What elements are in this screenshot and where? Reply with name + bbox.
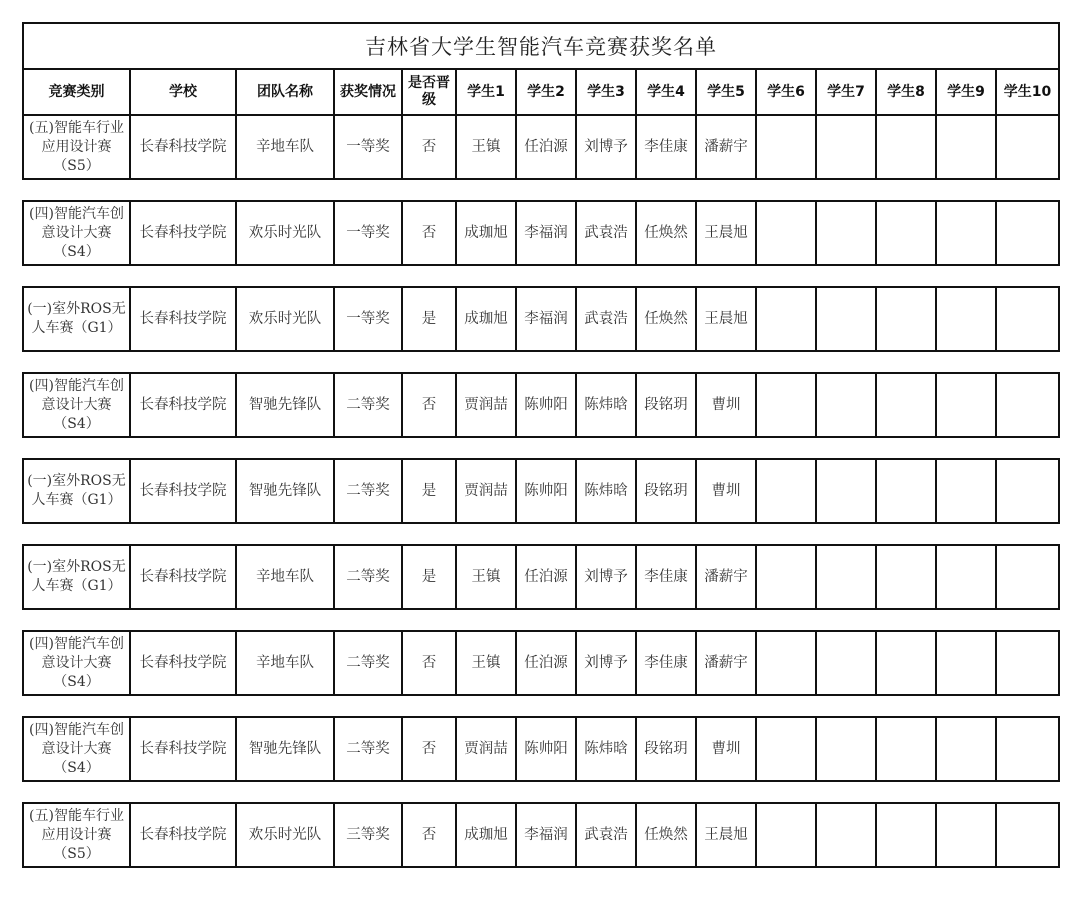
student-cell: 王晨旭 (696, 201, 756, 265)
table-row (23, 201, 1059, 265)
student-cell (756, 803, 816, 867)
student-cell: 王晨旭 (696, 287, 756, 351)
award-list-sheet (22, 22, 1058, 868)
team-cell: 欢乐时光队 (236, 803, 334, 867)
table-row (23, 115, 1059, 179)
student-cell: 刘博予 (576, 545, 636, 609)
student-cell: 李佳康 (636, 631, 696, 695)
student-cell: 段铭玥 (636, 717, 696, 781)
student-cell (816, 287, 876, 351)
student-cell (996, 287, 1059, 351)
row-spacer (23, 523, 1059, 545)
category-cell: (一)室外ROS无人车赛（G1） (23, 287, 130, 351)
student-cell: 潘薪宇 (696, 545, 756, 609)
student-cell: 陈炜晗 (576, 373, 636, 437)
student-cell (996, 373, 1059, 437)
header-student-4: 学生4 (636, 69, 696, 115)
award-cell: 二等奖 (334, 459, 402, 523)
row-spacer (23, 609, 1059, 631)
header-promoted: 是否晋级 (402, 69, 456, 115)
header-category: 竞赛类别 (23, 69, 130, 115)
header-row (23, 69, 1059, 115)
header-student-10: 学生10 (996, 69, 1059, 115)
header-team: 团队名称 (236, 69, 334, 115)
student-cell: 任焕然 (636, 287, 696, 351)
student-cell (936, 373, 996, 437)
spacer-cell (23, 179, 1059, 201)
student-cell: 段铭玥 (636, 373, 696, 437)
student-cell: 潘薪宇 (696, 115, 756, 179)
student-cell: 李佳康 (636, 545, 696, 609)
student-cell (756, 201, 816, 265)
student-cell: 曹圳 (696, 373, 756, 437)
student-cell: 王镇 (456, 545, 516, 609)
header-student-6: 学生6 (756, 69, 816, 115)
student-cell: 武袁浩 (576, 201, 636, 265)
category-cell: (五)智能车行业应用设计赛（S5） (23, 115, 130, 179)
student-cell: 任泊源 (516, 631, 576, 695)
row-spacer (23, 179, 1059, 201)
student-cell: 任泊源 (516, 545, 576, 609)
student-cell: 王镇 (456, 631, 516, 695)
table-row (23, 545, 1059, 609)
category-cell: (一)室外ROS无人车赛（G1） (23, 545, 130, 609)
table-row (23, 373, 1059, 437)
category-cell: (四)智能汽车创意设计大赛（S4） (23, 631, 130, 695)
category-cell: (一)室外ROS无人车赛（G1） (23, 459, 130, 523)
student-cell (756, 545, 816, 609)
category-cell: (四)智能汽车创意设计大赛（S4） (23, 373, 130, 437)
student-cell (816, 803, 876, 867)
team-cell: 辛地车队 (236, 631, 334, 695)
student-cell (876, 459, 936, 523)
table-row (23, 459, 1059, 523)
student-cell: 武袁浩 (576, 803, 636, 867)
award-cell: 一等奖 (334, 287, 402, 351)
table-row (23, 717, 1059, 781)
school-cell: 长春科技学院 (130, 545, 236, 609)
header-student-5: 学生5 (696, 69, 756, 115)
row-spacer (23, 265, 1059, 287)
award-cell: 一等奖 (334, 115, 402, 179)
promoted-cell: 否 (402, 717, 456, 781)
team-cell: 欢乐时光队 (236, 287, 334, 351)
student-cell: 陈炜晗 (576, 717, 636, 781)
student-cell (996, 545, 1059, 609)
student-cell: 任泊源 (516, 115, 576, 179)
header-award: 获奖情况 (334, 69, 402, 115)
student-cell (816, 459, 876, 523)
header-student-3: 学生3 (576, 69, 636, 115)
student-cell (936, 717, 996, 781)
student-cell: 陈帅阳 (516, 459, 576, 523)
student-cell: 刘博予 (576, 115, 636, 179)
student-cell: 陈炜晗 (576, 459, 636, 523)
student-cell: 贾润喆 (456, 373, 516, 437)
promoted-cell: 否 (402, 373, 456, 437)
student-cell (876, 803, 936, 867)
student-cell (876, 545, 936, 609)
header-school: 学校 (130, 69, 236, 115)
student-cell (756, 287, 816, 351)
award-cell: 三等奖 (334, 803, 402, 867)
award-cell: 二等奖 (334, 717, 402, 781)
award-cell: 二等奖 (334, 373, 402, 437)
row-spacer (23, 781, 1059, 803)
header-student-9: 学生9 (936, 69, 996, 115)
row-spacer (23, 351, 1059, 373)
student-cell (996, 717, 1059, 781)
spacer-cell (23, 781, 1059, 803)
school-cell: 长春科技学院 (130, 803, 236, 867)
row-spacer (23, 437, 1059, 459)
student-cell (876, 717, 936, 781)
promoted-cell: 是 (402, 459, 456, 523)
student-cell (936, 459, 996, 523)
student-cell (936, 631, 996, 695)
student-cell: 曹圳 (696, 459, 756, 523)
promoted-cell: 否 (402, 631, 456, 695)
student-cell: 贾润喆 (456, 459, 516, 523)
student-cell (876, 115, 936, 179)
student-cell (996, 201, 1059, 265)
header-student-2: 学生2 (516, 69, 576, 115)
spacer-cell (23, 351, 1059, 373)
category-cell: (四)智能汽车创意设计大赛（S4） (23, 717, 130, 781)
team-cell: 辛地车队 (236, 115, 334, 179)
student-cell (756, 717, 816, 781)
team-cell: 智驰先锋队 (236, 717, 334, 781)
student-cell: 李福润 (516, 803, 576, 867)
student-cell: 成珈旭 (456, 201, 516, 265)
student-cell: 陈帅阳 (516, 373, 576, 437)
student-cell (816, 717, 876, 781)
student-cell: 王晨旭 (696, 803, 756, 867)
student-cell: 李福润 (516, 201, 576, 265)
table-title: 吉林省大学生智能汽车竞赛获奖名单 (23, 23, 1059, 69)
student-cell: 任焕然 (636, 201, 696, 265)
spacer-cell (23, 695, 1059, 717)
team-cell: 辛地车队 (236, 545, 334, 609)
promoted-cell: 是 (402, 287, 456, 351)
header-student-8: 学生8 (876, 69, 936, 115)
student-cell: 成珈旭 (456, 803, 516, 867)
student-cell (756, 373, 816, 437)
student-cell (816, 631, 876, 695)
award-cell: 一等奖 (334, 201, 402, 265)
table-row (23, 803, 1059, 867)
student-cell (996, 803, 1059, 867)
student-cell: 任焕然 (636, 803, 696, 867)
student-cell: 潘薪宇 (696, 631, 756, 695)
school-cell: 长春科技学院 (130, 373, 236, 437)
header-student-7: 学生7 (816, 69, 876, 115)
student-cell (756, 459, 816, 523)
spacer-cell (23, 523, 1059, 545)
spacer-cell (23, 609, 1059, 631)
school-cell: 长春科技学院 (130, 201, 236, 265)
student-cell: 李佳康 (636, 115, 696, 179)
student-cell (816, 545, 876, 609)
student-cell (756, 115, 816, 179)
student-cell (876, 201, 936, 265)
school-cell: 长春科技学院 (130, 115, 236, 179)
table-row (23, 631, 1059, 695)
category-cell: (五)智能车行业应用设计赛（S5） (23, 803, 130, 867)
student-cell (876, 373, 936, 437)
student-cell (996, 459, 1059, 523)
student-cell (936, 803, 996, 867)
student-cell (936, 287, 996, 351)
student-cell: 曹圳 (696, 717, 756, 781)
student-cell (936, 115, 996, 179)
student-cell (876, 287, 936, 351)
student-cell: 李福润 (516, 287, 576, 351)
student-cell: 武袁浩 (576, 287, 636, 351)
team-cell: 智驰先锋队 (236, 373, 334, 437)
student-cell (936, 201, 996, 265)
table-row (23, 287, 1059, 351)
promoted-cell: 是 (402, 545, 456, 609)
student-cell (936, 545, 996, 609)
spacer-cell (23, 437, 1059, 459)
promoted-cell: 否 (402, 201, 456, 265)
school-cell: 长春科技学院 (130, 631, 236, 695)
student-cell (876, 631, 936, 695)
promoted-cell: 否 (402, 803, 456, 867)
student-cell: 贾润喆 (456, 717, 516, 781)
student-cell (996, 115, 1059, 179)
student-cell: 陈帅阳 (516, 717, 576, 781)
student-cell: 成珈旭 (456, 287, 516, 351)
student-cell (816, 201, 876, 265)
award-table (22, 22, 1060, 868)
team-cell: 智驰先锋队 (236, 459, 334, 523)
student-cell: 王镇 (456, 115, 516, 179)
row-spacer (23, 695, 1059, 717)
student-cell (996, 631, 1059, 695)
school-cell: 长春科技学院 (130, 287, 236, 351)
student-cell (816, 373, 876, 437)
student-cell: 段铭玥 (636, 459, 696, 523)
team-cell: 欢乐时光队 (236, 201, 334, 265)
header-student-1: 学生1 (456, 69, 516, 115)
student-cell: 刘博予 (576, 631, 636, 695)
student-cell (756, 631, 816, 695)
award-cell: 二等奖 (334, 631, 402, 695)
school-cell: 长春科技学院 (130, 717, 236, 781)
school-cell: 长春科技学院 (130, 459, 236, 523)
promoted-cell: 否 (402, 115, 456, 179)
student-cell (816, 115, 876, 179)
award-cell: 二等奖 (334, 545, 402, 609)
spacer-cell (23, 265, 1059, 287)
category-cell: (四)智能汽车创意设计大赛（S4） (23, 201, 130, 265)
